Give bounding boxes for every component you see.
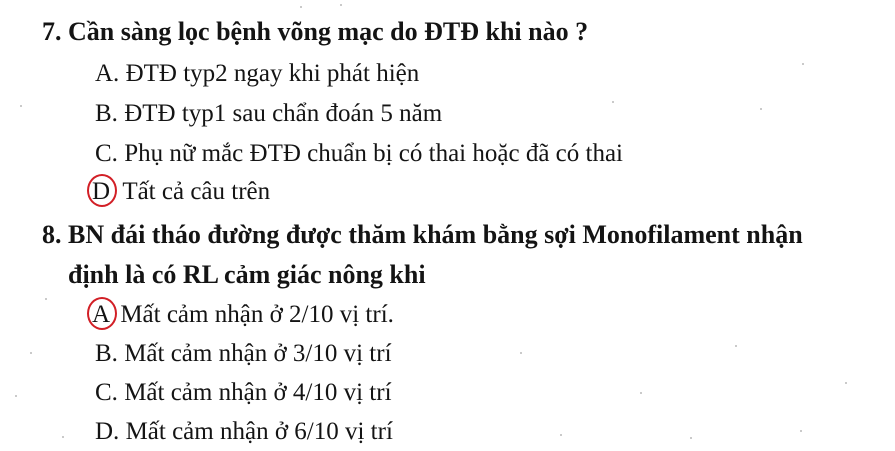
scan-speck: [520, 352, 522, 354]
question-7-option-a: [95, 61, 419, 86]
question-8-text-line2: định là có RL cảm giác nông khi: [68, 260, 426, 289]
scan-speck: [20, 105, 22, 107]
scan-speck: [612, 101, 614, 103]
question-8-option-d: [95, 419, 393, 444]
option-letter: B.: [95, 340, 118, 367]
scan-speck: [560, 434, 562, 436]
scan-speck: [735, 345, 737, 347]
question-8-text: BN đái tháo đường được thăm khám bằng sợi Monofilament nhận: [68, 220, 803, 249]
scan-speck: [45, 298, 47, 300]
option-text: ĐTĐ typ2 ngay khi phát hiện: [125, 60, 420, 87]
question-7: [42, 19, 588, 45]
question-8: [42, 222, 803, 248]
scan-speck: [640, 392, 642, 394]
option-text: Mất cảm nhận ở 6/10 vị trí: [125, 418, 393, 445]
option-text: ĐTĐ typ1 sau chẩn đoán 5 năm: [124, 100, 443, 127]
scan-speck: [300, 6, 302, 8]
question-8-number: 8.: [42, 220, 62, 249]
option-text: Mất cảm nhận ở 2/10 vị trí.: [120, 301, 394, 328]
question-8-continued: [68, 262, 426, 288]
answer-circle-icon: D: [92, 178, 111, 205]
scan-speck: [15, 395, 17, 397]
scan-speck: [30, 352, 32, 354]
option-letter: C.: [95, 140, 118, 167]
question-8-option-b: [95, 341, 392, 366]
scan-speck: [62, 436, 64, 438]
scan-speck: [802, 63, 804, 65]
scan-speck: [845, 382, 847, 384]
question-7-number: 7.: [42, 17, 62, 46]
option-letter: B.: [95, 100, 118, 127]
scan-speck: [800, 430, 802, 432]
question-7-option-b: [95, 101, 442, 126]
scan-speck: [340, 4, 342, 6]
question-7-option-d: [92, 179, 270, 204]
question-7-text: Cần sàng lọc bệnh võng mạc do ĐTĐ khi nào ?: [68, 17, 589, 46]
option-text: Phụ nữ mắc ĐTĐ chuẩn bị có thai hoặc đã có thai: [124, 140, 624, 167]
option-letter: C.: [95, 379, 118, 406]
option-letter: D.: [95, 418, 120, 445]
option-text: Tất cả câu trên: [122, 178, 271, 205]
scan-speck: [760, 108, 762, 110]
answer-circle-icon: A: [92, 301, 111, 328]
question-8-option-a: [92, 302, 394, 327]
option-letter: A.: [95, 60, 120, 87]
option-text: Mất cảm nhận ở 4/10 vị trí: [124, 379, 392, 406]
option-text: Mất cảm nhận ở 3/10 vị trí: [124, 340, 392, 367]
question-8-option-c: [95, 380, 392, 405]
question-7-option-c: [95, 141, 623, 166]
scan-speck: [690, 437, 692, 439]
